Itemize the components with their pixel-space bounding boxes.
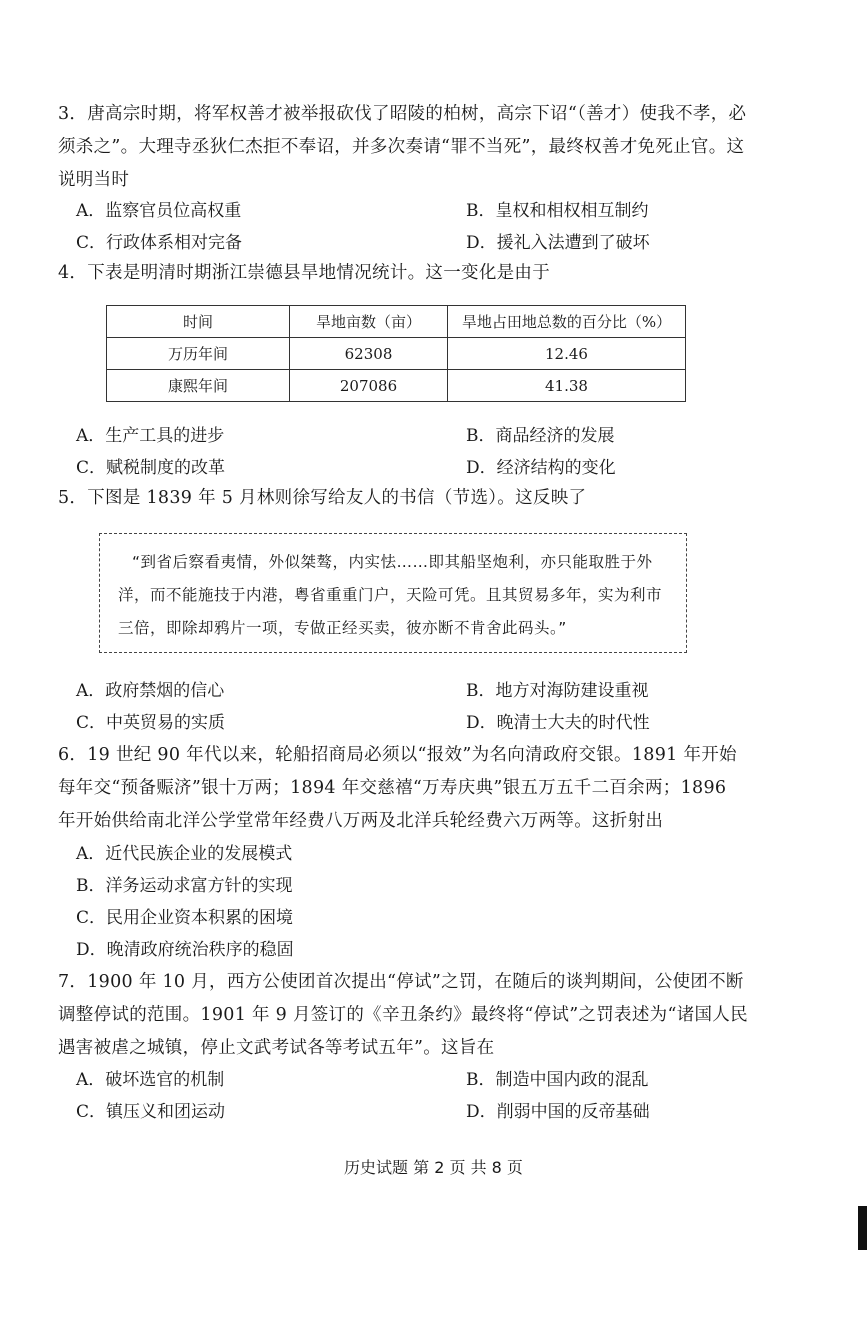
question-5-option-a: A．政府禁烟的信心 — [76, 681, 225, 701]
question-4-option-a: A．生产工具的进步 — [76, 426, 225, 446]
question-5-option-d: D．晚清士大夫的时代性 — [466, 713, 650, 733]
question-4-option-b: B．商品经济的发展 — [466, 426, 615, 446]
table-header-cell: 旱地亩数（亩） — [290, 306, 448, 338]
question-6-option-d: D．晚清政府统治秩序的稳固 — [76, 940, 294, 960]
dryland-statistics-table — [106, 305, 686, 402]
table-cell: 万历年间 — [107, 338, 290, 370]
question-3-option-b: B．皇权和相权相互制约 — [466, 201, 649, 221]
scan-edge-mark — [858, 1206, 867, 1250]
question-7-option-b: B．制造中国内政的混乱 — [466, 1070, 649, 1090]
question-3-stem: 3．唐高宗时期，将军权善才被举报砍伐了昭陵的柏树，高宗下诏“（善才）使我不孝，必须杀之”。大理寺丞狄仁杰拒不奉诏，并多次奏请“罪不当死”，最终权善才免死止官。这说明当时 — [58, 104, 747, 190]
question-4-stem: 4．下表是明清时期浙江崇德县旱地情况统计。这一变化是由于 — [58, 263, 551, 283]
table-header-cell: 旱地占田地总数的百分比（%） — [448, 306, 686, 338]
table-header-row — [107, 306, 686, 338]
question-7-option-a: A．破坏选官的机制 — [76, 1070, 225, 1090]
table-row — [107, 370, 686, 402]
page-footer: 历史试题 第 2 页 共 8 页 — [344, 1158, 523, 1177]
question-5-option-c: C．中英贸易的实质 — [76, 713, 226, 733]
question-6-option-b: B．洋务运动求富方针的实现 — [76, 876, 293, 896]
table-cell: 康熙年间 — [107, 370, 290, 402]
table-cell: 41.38 — [448, 370, 686, 402]
question-6-option-c: C．民用企业资本积累的困境 — [76, 908, 294, 928]
question-7-option-d: D．削弱中国的反帝基础 — [466, 1102, 650, 1122]
question-6-option-a: A．近代民族企业的发展模式 — [76, 844, 293, 864]
question-7-stem: 7．1900 年 10 月，西方公使团首次提出“停试”之罚，在随后的谈判期间，公使团不断调整停试的范围。1901 年 9 月签订的《辛丑条约》最终将“停试”之罚表述为“诸国人民遇害被虐之城镇，停止文武考试各等考试五年”。这旨在 — [58, 972, 748, 1058]
question-3-option-a: A．监察官员位高权重 — [76, 201, 242, 221]
question-3-option-d: D．援礼入法遭到了破坏 — [466, 233, 650, 253]
table-header-cell: 时间 — [107, 306, 290, 338]
question-4-option-c: C．赋税制度的改革 — [76, 458, 226, 478]
letter-excerpt-text: “到省后察看夷情，外似桀骜，内实怯……即其船坚炮利，亦只能取胜于外洋，而不能施技于内港，粤省重重门户，天险可凭。且其贸易多年，实为利市三倍，即除却鸦片一项，专做正经买卖，彼亦断不肯舍此码头。” — [118, 553, 663, 637]
question-5-stem: 5．下图是 1839 年 5 月林则徐写给友人的书信（节选）。这反映了 — [58, 488, 587, 508]
table-cell: 62308 — [290, 338, 448, 370]
table-cell: 12.46 — [448, 338, 686, 370]
table-cell: 207086 — [290, 370, 448, 402]
question-5-option-b: B．地方对海防建设重视 — [466, 681, 649, 701]
question-3-option-c: C．行政体系相对完备 — [76, 233, 243, 253]
question-6-stem: 6．19 世纪 90 年代以来，轮船招商局必须以“报效”为名向清政府交银。1891 年开始每年交“预备赈济”银十万两；1894 年交慈禧“万寿庆典”银五万五千二百余两；1896 年开始供给南北洋公学堂常年经费八万两及北洋兵轮经费六万两等。这折射出 — [58, 745, 737, 831]
table-row — [107, 338, 686, 370]
question-7-option-c: C．镇压义和团运动 — [76, 1102, 226, 1122]
question-4-option-d: D．经济结构的变化 — [466, 458, 616, 478]
letter-excerpt-box — [99, 533, 687, 653]
